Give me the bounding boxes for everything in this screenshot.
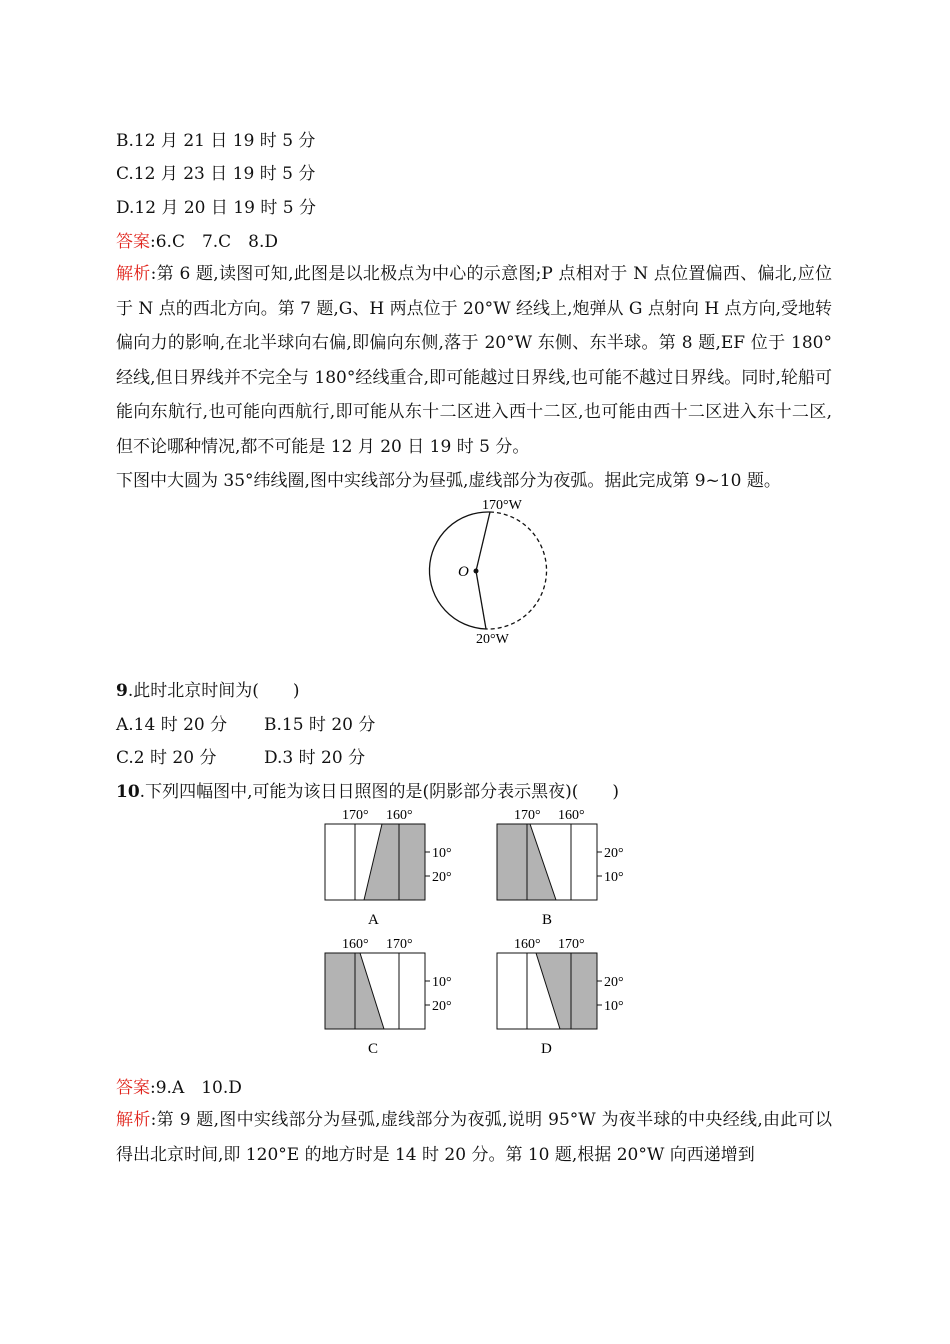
q9-option-d: D.3 时 20 分 — [264, 748, 366, 768]
label-20w: 20°W — [476, 632, 509, 647]
panel-a-lat-lower: 20° — [432, 870, 452, 885]
q9-option-a: A.14 时 20 分 — [116, 715, 228, 735]
radius-to-170w — [476, 512, 490, 571]
panel-c-lat-upper: 10° — [432, 975, 452, 990]
answer-label: 答案 — [116, 232, 150, 252]
analysis-label-2: 解析 — [116, 1110, 151, 1130]
option-b: B.12 月 21 日 19 时 5 分 — [116, 131, 316, 151]
panel-b-top-right: 160° — [558, 808, 585, 823]
analysis-block-1 — [116, 257, 832, 464]
question-10-number: 10 — [116, 782, 140, 802]
answer-label-2: 答案 — [116, 1078, 150, 1098]
label-170w: 170°W — [482, 498, 522, 513]
panel-a-top-right: 160° — [386, 808, 413, 823]
question-9-number: 9 — [116, 681, 128, 701]
analysis-block-2 — [116, 1103, 832, 1172]
panel-c — [318, 931, 468, 1056]
panel-d-letter: D — [541, 1041, 552, 1056]
answer-block-2 — [116, 1076, 242, 1100]
panel-c-top-right: 170° — [386, 937, 413, 952]
answer-block-1 — [116, 230, 278, 254]
question-9-options-row-2 — [116, 746, 365, 770]
panel-c-top-left: 160° — [342, 937, 369, 952]
option-d: D.12 月 20 日 19 时 5 分 — [116, 198, 316, 218]
analysis-label: 解析 — [116, 264, 151, 284]
question-9-options-row-1 — [116, 713, 375, 737]
panel-c-letter: C — [368, 1041, 379, 1056]
analysis-text-2: :第 9 题,图中实线部分为昼弧,虚线部分为夜弧,说明 95°W 为夜半球的中央经线,由此可以得出北京时间,即 120°E 的地方时是 14 时 20 分。第 10 题,根据 20°W 向西递增到 — [116, 1110, 832, 1165]
panel-c-lat-lower: 20° — [432, 999, 452, 1014]
q9-option-c: C.2 时 20 分 — [116, 748, 217, 768]
center-label: O — [458, 564, 469, 580]
question-9-stem: .此时北京时间为( ) — [127, 681, 300, 701]
panel-a-top-left: 170° — [342, 808, 369, 823]
center-point — [474, 569, 479, 574]
night-arc — [486, 512, 547, 629]
panel-d — [490, 931, 640, 1056]
answer-text: :6.C 7.C 8.D — [150, 232, 279, 252]
panel-b-top-left: 170° — [514, 808, 541, 823]
panel-a-lat-upper: 10° — [432, 846, 452, 861]
question-10 — [116, 780, 619, 804]
intro-text: 下图中大圆为 35°纬线圈,图中实线部分为昼弧,虚线部分为夜弧。据此完成第 9~10 题。 — [116, 471, 781, 491]
question-9 — [116, 679, 300, 703]
panel-d-top-right: 170° — [558, 937, 585, 952]
analysis-text: :第 6 题,读图可知,此图是以北极点为中心的示意图;P 点相对于 N 点位置偏西、偏北,应位于 N 点的西北方向。第 7 题,G、H 两点位于 20°W 经线上,炮弹从 G 点射向 H 点方向,受地转偏向力的影响,在北半球向右偏,即偏向东侧,落于 20°W 东侧、东半球。第 8 题,EF 位于 180°经线,但日界线并不完全与 180°经线重合,即可能越过日界线,也可能不越过日界线。同时,轮船可能向东航行,也可能向西航行,即可能从东十二区进入西十二区,也可能由西十二区进入东十二区,但不论哪种情况,都不可能是 12 月 20 日 19 时 5 分。 — [116, 264, 832, 457]
panel-d-lat-upper: 20° — [604, 975, 624, 990]
panel-b — [490, 802, 640, 927]
panel-d-top-left: 160° — [514, 937, 541, 952]
panel-a — [318, 802, 468, 927]
answer-text-2: :9.A 10.D — [150, 1078, 242, 1098]
panel-b-lat-lower: 10° — [604, 870, 624, 885]
panel-a-letter: A — [368, 912, 379, 927]
q9-option-b: B.15 时 20 分 — [264, 715, 376, 735]
latitude-circle-figure — [410, 492, 550, 652]
option-c: C.12 月 23 日 19 时 5 分 — [116, 164, 316, 184]
panel-d-lat-lower: 10° — [604, 999, 624, 1014]
radius-to-20w — [476, 571, 486, 629]
question-10-stem: .下列四幅图中,可能为该日日照图的是(阴影部分表示黑夜)( ) — [139, 782, 620, 802]
panel-b-letter: B — [542, 912, 553, 927]
panel-b-lat-upper: 20° — [604, 846, 624, 861]
